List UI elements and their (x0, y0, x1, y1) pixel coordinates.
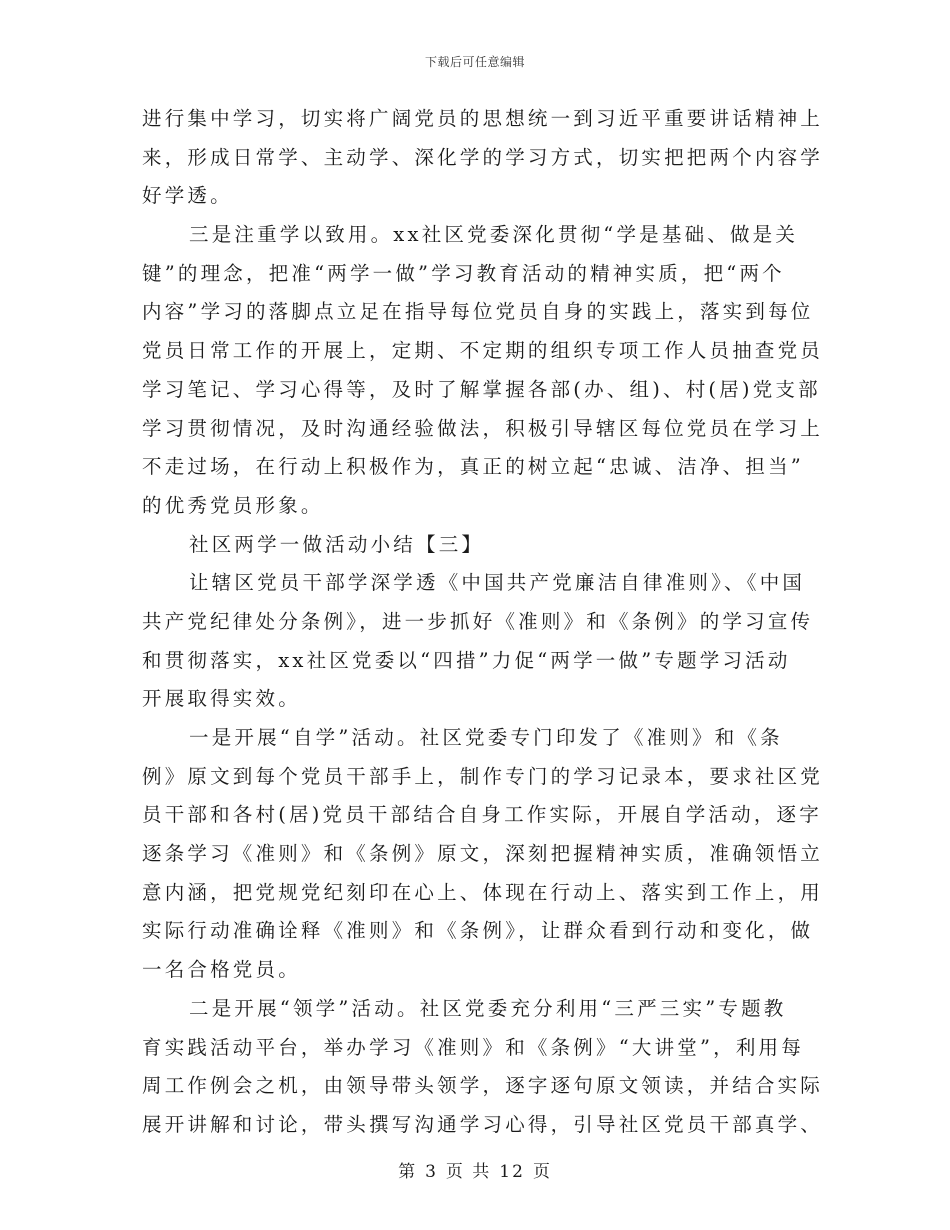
text-line: 进行集中学习，切实将广阔党员的思想统一到习近平重要讲话精神上 (142, 107, 824, 130)
document-body (142, 100, 824, 1145)
page-footer (0, 1157, 950, 1182)
text-line: 一是开展“自学”活动。社区党委专门印发了《准则》和《条 (189, 726, 783, 749)
text-line: 实际行动准确诠释《准则》和《条例》，让群众看到行动和变化，做 (142, 919, 814, 943)
text-line: 共产党纪律处分条例》，进一步抓好《准则》和《条例》的学习宣传 (142, 609, 814, 633)
text-line: 学习笔记、学习心得等，及时了解掌握各部(办、组)、村(居)党支部 (142, 377, 821, 401)
text-line: 员干部和各村(居)党员干部结合自身工作实际，开展自学活动，逐字 (142, 803, 822, 827)
current-page-number: 3 (425, 1162, 438, 1182)
text-line: 学习贯彻情况，及时沟通经验做法，积极引导辖区每位党员在学习上 (142, 416, 824, 440)
text-line: 键”的理念，把准“两学一做”学习教育活动的精神实质，把“两个 (142, 261, 785, 285)
text-line: 周工作例会之机，由领导带头领学，逐字逐句原文领读，并结合实际 (142, 1074, 824, 1098)
text-line: 逐条学习《准则》和《条例》原文，深刻把握精神实质，准确领悟立 (142, 842, 824, 866)
total-pages-number: 12 (499, 1162, 525, 1182)
text-line: 让辖区党员干部学深学透《中国共产党廉洁自律准则》、《中国 (189, 571, 806, 595)
text-line: 二是开展“领学”活动。社区党委充分利用“三严三实”专题教 (189, 996, 787, 1020)
text-line: 展开讲解和讨论，带头撰写沟通学习心得，引导社区党员干部真学、 (142, 1112, 824, 1136)
page-footer-middle: 页 共 (445, 1162, 492, 1182)
page-footer-prefix: 第 (398, 1162, 418, 1182)
text-line: 和贯彻落实，xx社区党委以“四措”力促“两学一做”专题学习活动 (142, 648, 791, 672)
text-line: 三是注重学以致用。xx社区党委深化贯彻“学是基础、做是关 (189, 223, 799, 247)
text-line: 一名合格党员。 (142, 958, 301, 982)
text-line: 社区两学一做活动小结【三】 (189, 532, 485, 556)
text-line: 的优秀党员形象。 (142, 493, 324, 517)
text-line: 育实践活动平台，举办学习《准则》和《条例》“大讲堂”，利用每 (142, 1035, 804, 1059)
text-line: 好学透。 (142, 184, 233, 208)
text-line: 不走过场，在行动上积极作为，真正的树立起“忠诚、洁净、担当” (142, 455, 804, 479)
text-line: 党员日常工作的开展上，定期、不定期的组织专项工作人员抽查党员 (142, 339, 824, 363)
text-line: 开展取得实效。 (142, 687, 301, 711)
text-line: 例》原文到每个党员干部手上，制作专门的学习记录本，要求社区党 (142, 764, 824, 788)
page-header: 下载后可任意编辑 (424, 55, 525, 69)
page-footer-suffix: 页 (532, 1162, 552, 1182)
text-line: 意内涵，把党规党纪刻印在心上、体现在行动上、落实到工作上，用 (142, 880, 824, 904)
text-line: 来，形成日常学、主动学、深化学的学习方式，切实把把两个内容学 (142, 145, 824, 169)
text-line: 内容”学习的落脚点立足在指导每位党员自身的实践上，落实到每位 (142, 300, 814, 324)
